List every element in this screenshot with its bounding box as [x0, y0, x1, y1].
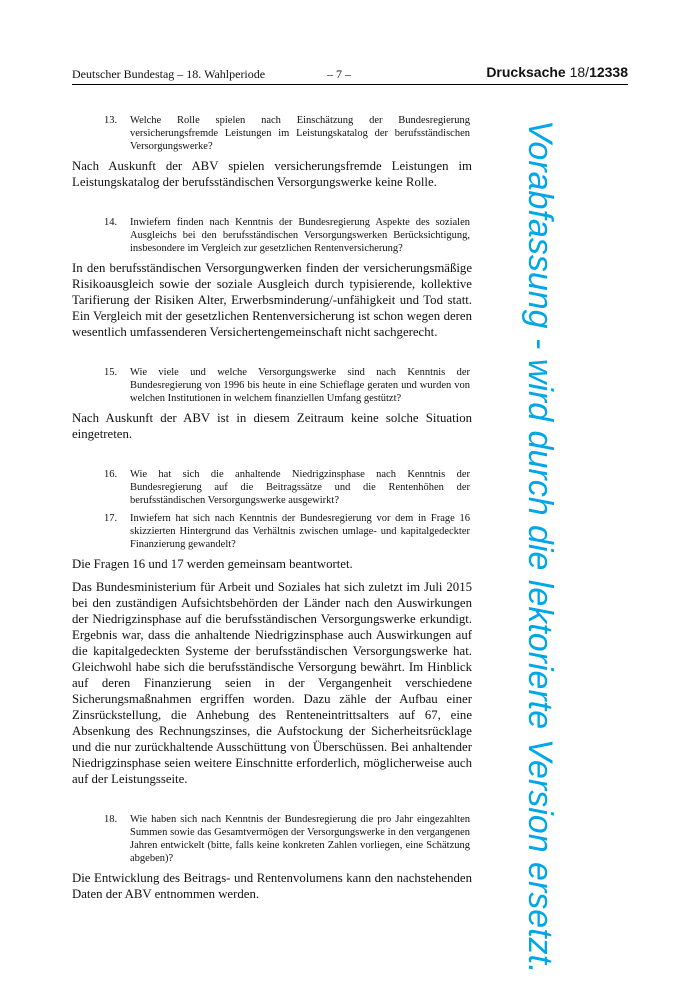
answer-paragraph: In den berufsständischen Versorgungwerken finden der versicherungsmäßige Risikoausgleich sowie der soziale Ausgleich durch typisierende, kollektive Tarifierung der Risiken Alter, Erwerbsminderung/-unfähigkeit und Tod statt. Ein Vergleich mit der gesetzlichen Rentenversicherung ist schon wegen deren wesentlich umfassenderen Versichertengemeinschaft nicht sachgerecht. [72, 261, 472, 339]
question-17 [72, 512, 472, 551]
answer-paragraph: Die Fragen 16 und 17 werden gemeinsam beantwortet. [72, 557, 353, 571]
question-text: Wie viele und welche Versorgungswerke sind nach Kenntnis der Bundesregierung von 1996 bis heute in eine Schieflage geraten und wurden von welchen Institutionen in welchem finanziellen Umfang gestützt? [130, 367, 470, 404]
question-13 [72, 114, 472, 153]
question-number: 18. [104, 814, 118, 825]
question-text: Wie haben sich nach Kenntnis der Bundesregierung die pro Jahr eingezahlten Summen sowie das Gesamtvermögen der Versorgungswerke in den vergangenen Jahren entwickelt (bitte, falls keine konkreten Zahlen vorliegen, eine Schätzung abgeben)? [130, 814, 470, 864]
doc-prefix: 18/ [569, 64, 590, 80]
parliament-label: Deutscher Bundestag – 18. Wahlperiode [72, 67, 266, 81]
answer-paragraph: Nach Auskunft der ABV ist in diesem Zeitraum keine solche Situation eingetreten. [72, 411, 472, 441]
question-text: Inwiefern finden nach Kenntnis der Bundesregierung Aspekte des sozialen Ausgleichs bei den berufsständischen Versorgungswerken Berücksichtigung, insbesondere im Vergleich zur gesetzlichen Rentenversicherung? [130, 217, 470, 254]
question-15 [72, 366, 472, 405]
question-number: 15. [104, 367, 118, 378]
page-number: – 7 – [327, 67, 351, 81]
question-number: 17. [104, 513, 118, 524]
answer-paragraph: Nach Auskunft der ABV spielen versicherungsfremde Leistungen im Leistungskatalog der berufsständischen Versorgungswerke keine Rolle. [72, 159, 472, 189]
question-number: 13. [104, 115, 118, 126]
document-number [486, 64, 628, 80]
doc-number: 12338 [589, 64, 628, 80]
question-14 [72, 216, 472, 255]
answer-paragraph: Das Bundesministerium für Arbeit und Soziales hat sich zuletzt im Juli 2015 bei den zuständigen Aufsichtsbehörden der Länder nach den Auswirkungen der Niedrigzinsphase auf die berufsständischen Versorgungswerke erkundigt. Ergebnis war, dass die anhaltende Niedrigzinsphase auch Auswirkungen auf die kapitalgedeckten Systeme der berufsständischen Versorgungswerke hat. Gleichwohl habe sich die berufsständische Versorgung bewährt. Im Hinblick auf deren Finanzierung seien in der Vergangenheit verschiedene Sicherungsmaßnahmen ergriffen worden. Dazu zähle der Aufbau einer Zinsrückstellung, die Anhebung des Renteneintrittsalters auf 67, eine Absenkung des Rechnungszinses, die Aufstockung der Sicherheitsrücklage und die nur zurückhaltende Ausschüttung von Überschüssen. Bei anhaltender Niedrigzinsphase seien weitere Einschnitte erforderlich, möglicherweise auch auf der Leistungsseite. [72, 580, 472, 786]
answer-paragraph: Die Entwicklung des Beitrags- und Rentenvolumens kann den nachstehenden Daten der ABV entnommen werden. [72, 871, 472, 901]
question-text: Inwiefern hat sich nach Kenntnis der Bundesregierung vor dem in Frage 16 skizzierten Hintergrund das Verhältnis zwischen umlage- und kapitalgedeckter Finanzierung gewandelt? [130, 513, 470, 550]
question-text: Wie hat sich die anhaltende Niedrigzinsphase nach Kenntnis der Bundesregierung auf die Beitragssätze und die Rentenhöhen der berufsständischen Versorgungswerke ausgewirkt? [130, 469, 470, 506]
document-body [72, 114, 472, 928]
question-18 [72, 813, 472, 865]
question-number: 16. [104, 469, 118, 480]
doc-label: Drucksache [486, 64, 566, 80]
running-header [72, 64, 628, 85]
draft-watermark: Vorabfassung - wird durch die lektorierte Version ersetzt. [521, 120, 559, 974]
question-16 [72, 468, 472, 507]
question-number: 14. [104, 217, 118, 228]
question-text: Welche Rolle spielen nach Einschätzung der Bundesregierung versicherungsfremde Leistungen im Leistungskatalog der berufsständischen Versorgungswerke? [130, 115, 470, 152]
